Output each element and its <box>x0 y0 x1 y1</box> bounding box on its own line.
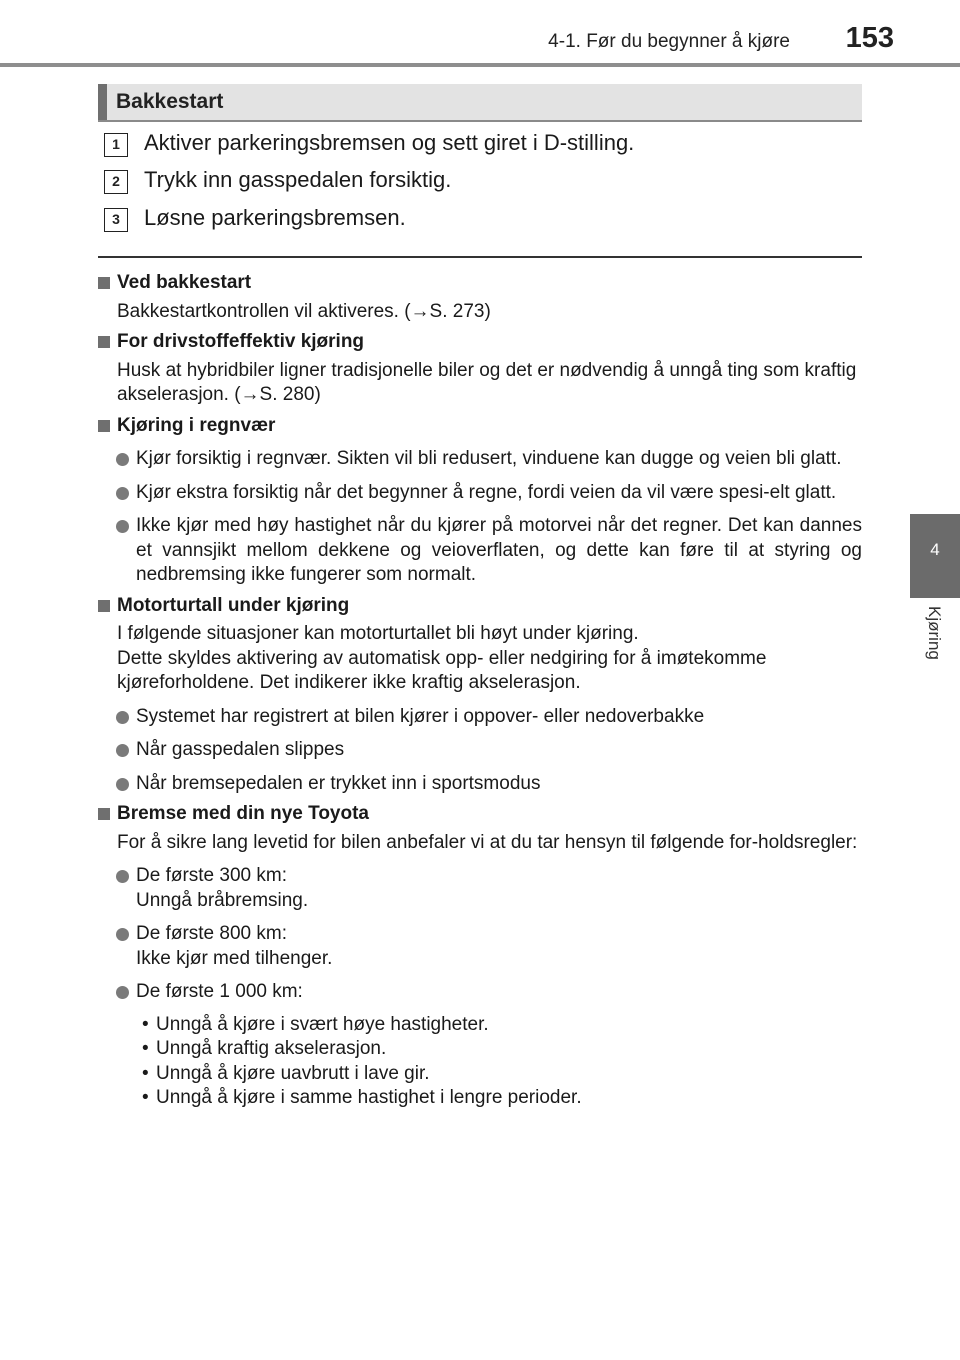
sub-list-item: • Unngå kraftig akselerasjon. <box>98 1037 862 1062</box>
step-number-badge: 3 <box>104 208 128 232</box>
round-bullet-icon <box>116 870 129 883</box>
page-header <box>0 0 960 70</box>
note-text: Bakkestartkontrollen vil aktiveres. (→S. 273) <box>117 300 491 322</box>
round-bullet-icon <box>116 744 129 757</box>
round-bullet-icon <box>116 453 129 466</box>
dot-marker-icon: • <box>142 1038 149 1059</box>
section-title: Bakkestart <box>116 90 224 113</box>
header-rule <box>0 63 960 67</box>
sub-list-item: • Unngå å kjøre i samme hastighet i lengre perioder. <box>98 1086 862 1111</box>
note-heading: Motorturtall under kjøring <box>98 594 862 619</box>
bullet-item: Ikke kjør med høy hastighet når du kjører på motorvei når det regner. Det kan dannes et vannsjikt mellom dekkene og veioverflaten, og dette kan føre til at styring og nedbremsing ikke fungerer som normalt. <box>98 514 862 588</box>
square-bullet-icon <box>98 420 110 432</box>
chapter-tab-label: Kjøring <box>925 606 944 660</box>
round-bullet-icon <box>116 928 129 941</box>
notes-content <box>98 265 862 1111</box>
step-text: Trykk inn gasspedalen forsiktig. <box>144 167 452 192</box>
step-text: Løsne parkeringsbremsen. <box>144 205 406 230</box>
chapter-tab-number: 4 <box>930 540 940 559</box>
note-heading: Bremse med din nye Toyota <box>98 802 862 827</box>
bullet-item: Når gasspedalen slippes <box>98 738 862 763</box>
note-text: For å sikre lang levetid for bilen anbefaler vi at du tar hensyn til følgende for-holdsregler: <box>117 831 858 853</box>
round-bullet-icon <box>116 520 129 533</box>
bullet-item: De første 800 km: Ikke kjør med tilhenger. <box>98 922 862 971</box>
chapter-tab-label-box <box>910 600 960 680</box>
dot-marker-icon: • <box>142 1013 149 1035</box>
round-bullet-icon <box>116 986 129 999</box>
dot-marker-icon: • <box>142 1062 149 1084</box>
section-header-bar <box>98 84 107 120</box>
note-heading: Kjøring i regnvær <box>98 414 862 439</box>
sub-list <box>98 1013 862 1111</box>
sub-list-item: • Unngå å kjøre i svært høye hastigheter. <box>98 1013 862 1038</box>
step-2 <box>104 168 864 198</box>
step-number-badge: 2 <box>104 170 128 194</box>
bullet-item: Når bremsepedalen er trykket inn i sportsmodus <box>98 772 862 797</box>
bullet-item: De første 1 000 km: <box>98 980 862 1005</box>
section-header <box>98 84 862 122</box>
step-number-badge: 1 <box>104 133 128 157</box>
step-3 <box>104 206 864 236</box>
section-divider <box>98 256 862 258</box>
step-text: Aktiver parkeringsbremsen og sett giret i D-stilling. <box>144 130 635 155</box>
round-bullet-icon <box>116 778 129 791</box>
square-bullet-icon <box>98 600 110 612</box>
bullet-item: De første 300 km: Unngå bråbremsing. <box>98 864 862 913</box>
bullet-item: Kjør ekstra forsiktig når det begynner å regne, fordi veien da vil være spesi-elt glatt. <box>98 481 862 506</box>
square-bullet-icon <box>98 277 110 289</box>
step-1 <box>104 131 864 161</box>
page-number: 153 <box>845 22 894 54</box>
sub-list-item: • Unngå å kjøre uavbrutt i lave gir. <box>98 1062 862 1087</box>
round-bullet-icon <box>116 487 129 500</box>
square-bullet-icon <box>98 336 110 348</box>
dot-marker-icon: • <box>142 1087 149 1108</box>
note-heading: For drivstoffeffektiv kjøring <box>98 330 862 355</box>
bullet-item: Kjør forsiktig i regnvær. Sikten vil bli redusert, vinduene kan dugge og veien bli glatt. <box>98 447 862 472</box>
note-text: Husk at hybridbiler ligner tradisjonelle biler og det er nødvendig å unngå ting som kraftig akselerasjon. (→S. 280) <box>117 359 857 405</box>
note-heading: Ved bakkestart <box>98 271 862 296</box>
bullet-item: Systemet har registrert at bilen kjører i oppover- eller nedoverbakke <box>98 705 862 730</box>
chapter-tab[interactable] <box>910 514 960 598</box>
square-bullet-icon <box>98 808 110 820</box>
round-bullet-icon <box>116 711 129 724</box>
chapter-title: 4-1. Før du begynner å kjøre <box>548 31 790 52</box>
note-text: I følgende situasjoner kan motorturtallet bli høyt under kjøring. Dette skyldes aktivering av automatisk opp- eller nedgiring for å imøtekomme kjøreforholdene. Det indikerer ikke kraftig akselerasjon. <box>117 623 767 693</box>
